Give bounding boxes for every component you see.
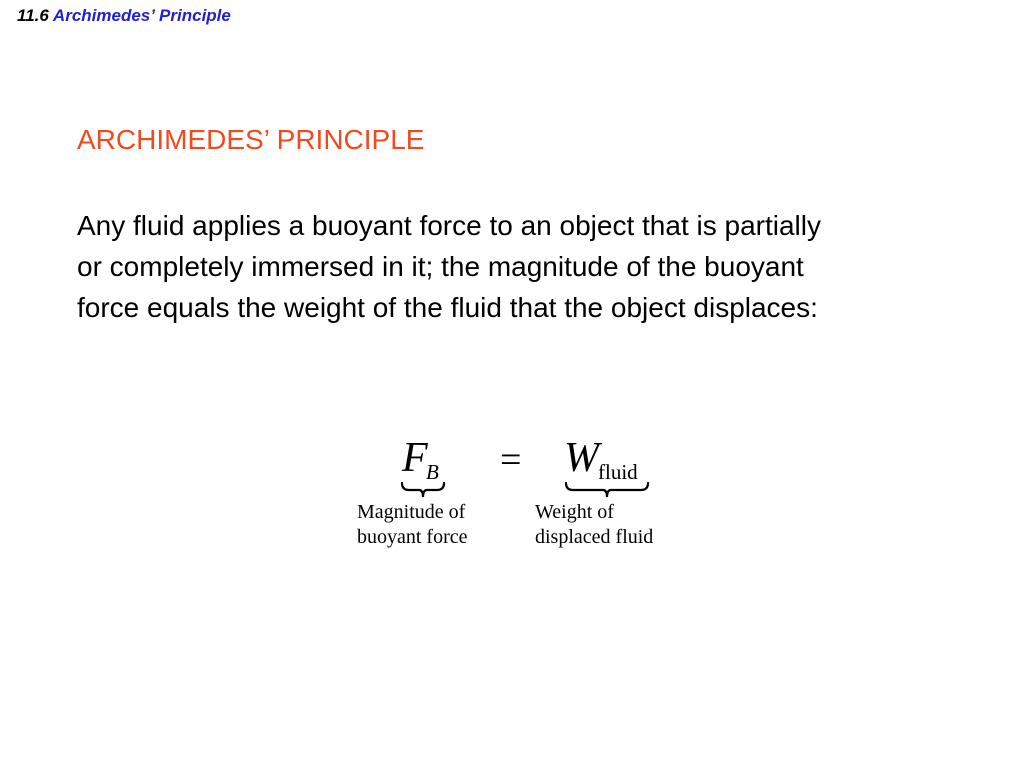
statement-line-3: force equals the weight of the fluid that the object displaces: xyxy=(77,292,818,323)
statement-line-2: or completely immersed in it; the magnitude of the buoyant xyxy=(77,251,804,282)
statement-line-1: Any fluid applies a buoyant force to an object that is partially xyxy=(77,210,821,241)
principle-statement xyxy=(77,205,1007,328)
fluid-weight-symbol: W xyxy=(564,435,599,481)
lhs-caption-line-2: buoyant force xyxy=(357,526,468,548)
principle-heading: ARCHIMEDES’ PRINCIPLE xyxy=(77,124,425,155)
equals-sign: = xyxy=(500,439,522,481)
slide-header xyxy=(17,6,231,26)
lhs-caption xyxy=(357,500,468,550)
rhs-caption xyxy=(535,500,653,550)
buoyant-force-subscript: B xyxy=(426,460,439,484)
lhs-caption-line-1: Magnitude of xyxy=(357,501,466,523)
rhs-caption-line-1: Weight of xyxy=(535,501,614,523)
section-number: 11.6 xyxy=(17,6,49,25)
lhs-underbrace-icon xyxy=(400,480,446,500)
fluid-weight-subscript: fluid xyxy=(598,460,638,484)
rhs-underbrace-icon xyxy=(564,480,650,500)
rhs-caption-line-2: displaced fluid xyxy=(535,526,654,548)
section-title: Archimedes’ Principle xyxy=(52,6,231,25)
archimedes-equation xyxy=(340,420,740,570)
buoyant-force-symbol: F xyxy=(402,435,428,481)
